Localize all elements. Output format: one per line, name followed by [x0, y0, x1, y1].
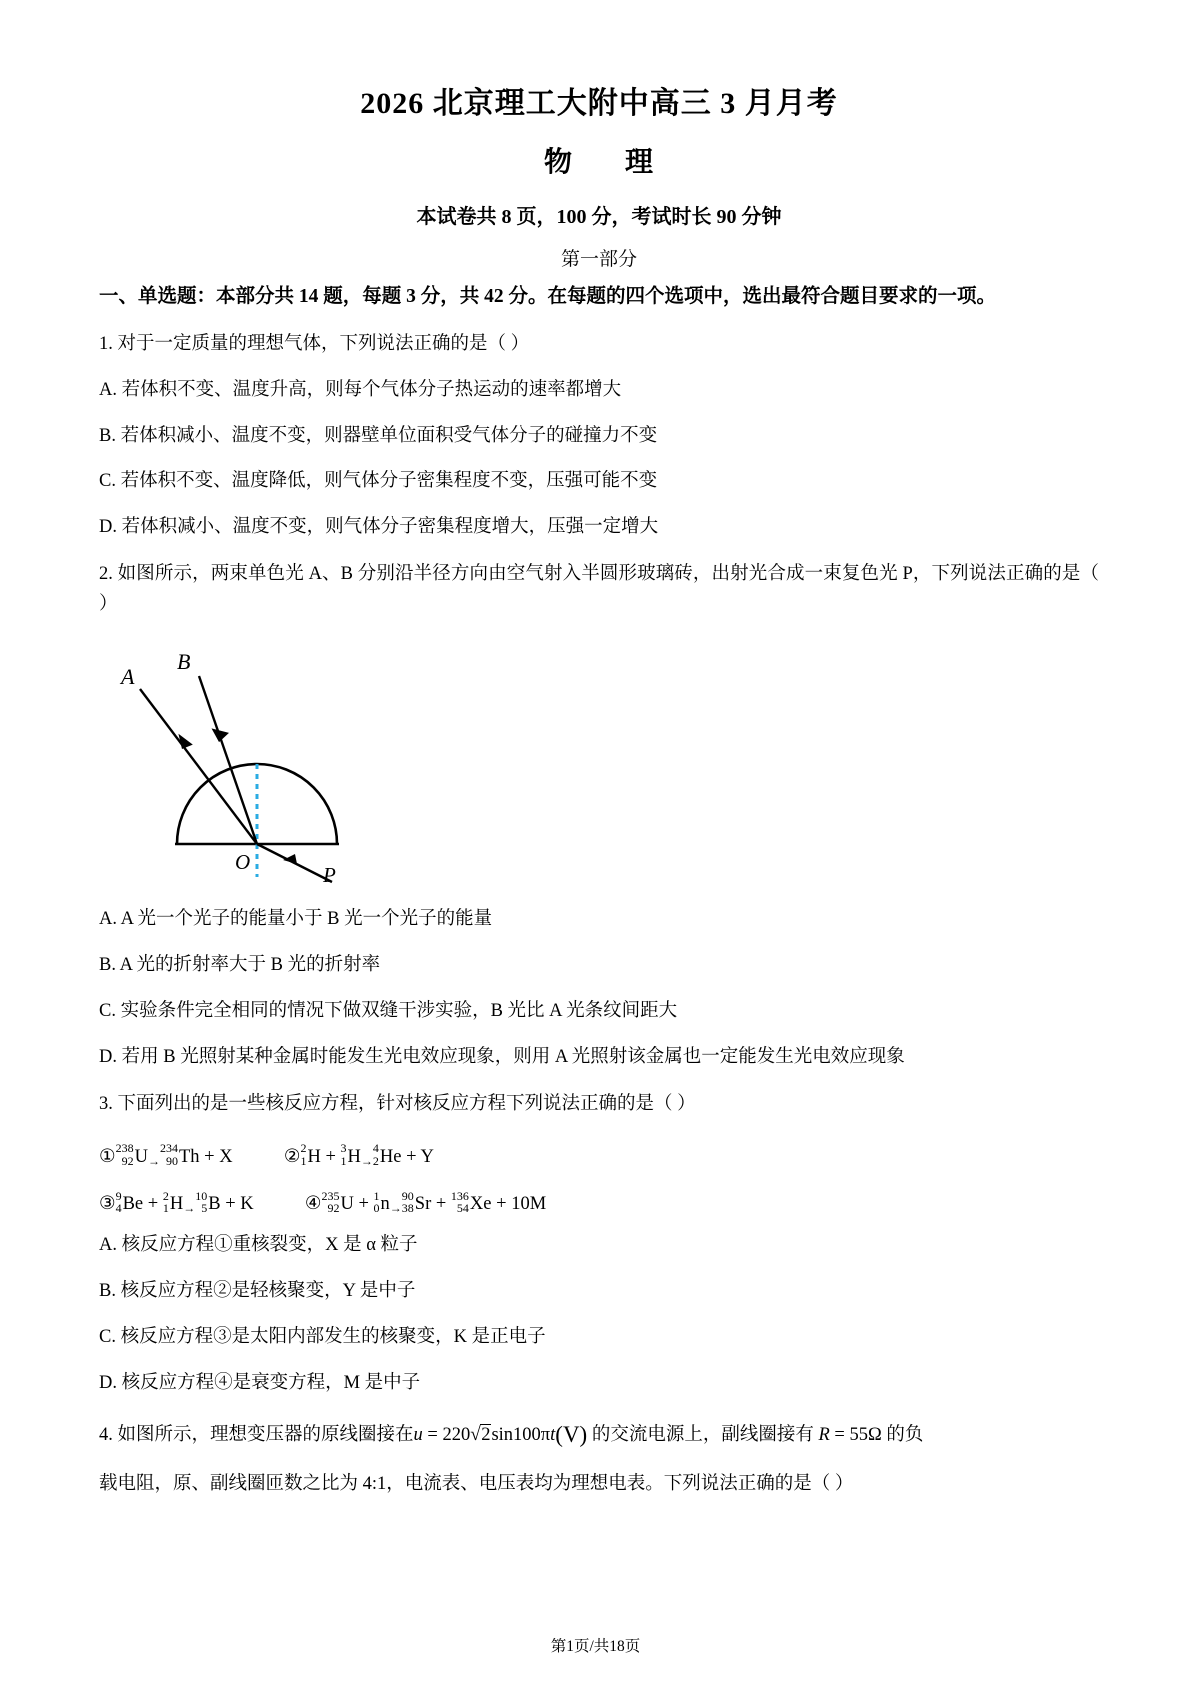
exam-meta: 本试卷共 8 页，100 分，考试时长 90 分钟 — [416, 206, 782, 228]
element-symbol: Be — [122, 1194, 144, 1214]
question-2-option-a: A. A 光一个光子的能量小于 B 光一个光子的能量 — [99, 909, 493, 930]
question-3-option-c: C. 核反应方程③是太阳内部发生的核聚变，K 是正电子 — [99, 1327, 546, 1348]
operator-plus: + — [143, 1194, 163, 1214]
atomic-number: 92 — [327, 1201, 340, 1216]
operator-plus: + — [320, 1146, 341, 1167]
nuclear-equation-1 — [99, 1141, 233, 1168]
reaction-arrow: → — [147, 1153, 160, 1168]
sqrt-radicand: 2 — [481, 1424, 491, 1445]
subject-char-left: 物 — [543, 147, 573, 178]
figure-label-a: A — [121, 664, 135, 690]
mass-number: 10 — [195, 1188, 208, 1203]
nuclear-equation-2 — [283, 1141, 434, 1168]
formula-sin-term: sin100π — [491, 1424, 551, 1445]
nuclide-indices — [373, 1142, 379, 1167]
mass-number: 2 — [300, 1141, 307, 1156]
question-2-option-d: D. 若用 B 光照射某种金属时能发生光电效应现象，则用 A 光照射该金属也一定能发生光电效应现象 — [99, 1047, 905, 1068]
element-symbol: B — [208, 1194, 221, 1214]
nuclide-indices — [195, 1190, 207, 1215]
formula-r-value: = 55Ω — [829, 1424, 882, 1445]
question-3-option-d: D. 核反应方程④是衰变方程，M 是中子 — [99, 1372, 421, 1393]
mass-number: 136 — [450, 1188, 469, 1203]
operator-plus: + — [353, 1194, 374, 1214]
nuclide-indices — [116, 1190, 122, 1215]
ray-p-arrowhead — [283, 854, 297, 864]
nuclide-indices — [341, 1142, 347, 1167]
sqrt-radical — [470, 1421, 491, 1451]
equation-id: ④ — [304, 1194, 322, 1214]
nuclide-indices — [451, 1190, 469, 1215]
question-1-option-b: B. 若体积减小、温度不变，则器壁单位面积受气体分子的碰撞力不变 — [99, 425, 658, 446]
nuclide-indices — [402, 1190, 414, 1215]
part-heading: 第一部分 — [560, 249, 637, 270]
atomic-number: 2 — [372, 1153, 379, 1168]
element-symbol: Xe — [469, 1194, 492, 1214]
subject-title — [99, 140, 1099, 180]
page-footer: 第1页/共18页 — [550, 1638, 641, 1655]
mass-number: 4 — [372, 1141, 379, 1156]
element-symbol: X — [219, 1146, 233, 1167]
element-symbol: n — [380, 1194, 390, 1214]
nuclide-indices — [300, 1142, 306, 1167]
question-2-stem: 2. 如图所示，两束单色光 A、B 分别沿半径方向由空气射入半圆形玻璃砖，出射光合成一束复色光 P，下列说法正确的是（ ） — [99, 564, 1099, 615]
nuclear-equation-3 — [99, 1188, 254, 1216]
figure-label-p: P — [323, 863, 336, 885]
element-symbol: Y — [420, 1146, 434, 1167]
question-4-text-post: 的负 — [881, 1424, 924, 1445]
atomic-number: 1 — [340, 1153, 347, 1168]
mass-number: 238 — [115, 1141, 134, 1156]
formula-var-t: t — [550, 1424, 556, 1445]
formula-var-r: R — [818, 1424, 830, 1445]
formula-unit-volt: (V) — [555, 1421, 588, 1447]
reaction-arrow: → — [360, 1153, 373, 1168]
nuclear-equation-4 — [304, 1188, 547, 1216]
operator-plus: + — [401, 1146, 421, 1167]
operator-plus: + — [431, 1194, 451, 1214]
atomic-number: 1 — [162, 1201, 169, 1216]
element-symbol: H — [169, 1194, 184, 1214]
mass-number: 9 — [115, 1188, 122, 1203]
nuclear-equation-row-1 — [99, 1142, 1099, 1167]
question-3-stem: 3. 下面列出的是一些核反应方程，针对核反应方程下列说法正确的是（ ） — [99, 1094, 696, 1115]
equation-id: ② — [283, 1146, 301, 1167]
element-symbol: Th — [178, 1146, 200, 1167]
section-heading: 一、单选题：本部分共 14 题，每题 3 分，共 42 分。在每题的四个选项中，选出最符合题目要求的一项。 — [99, 286, 997, 307]
element-symbol: H — [347, 1146, 361, 1167]
question-1-option-d: D. 若体积减小、温度不变，则气体分子密集程度增大，压强一定增大 — [99, 517, 659, 538]
formula-eq-220: = 220 — [422, 1424, 471, 1445]
reaction-arrow: → — [389, 1201, 402, 1216]
mass-number: 235 — [321, 1188, 340, 1203]
question-2-option-c: C. 实验条件完全相同的情况下做双缝干涉实验，B 光比 A 光条纹间距大 — [99, 1001, 678, 1022]
question-1-stem: 1. 对于一定质量的理想气体，下列说法正确的是（ ） — [99, 333, 530, 354]
reaction-arrow: → — [183, 1201, 196, 1216]
atomic-number: 0 — [373, 1201, 380, 1216]
atomic-number: 54 — [456, 1201, 469, 1216]
atomic-number: 1 — [300, 1153, 307, 1168]
question-4-formula-voltage — [413, 1421, 588, 1447]
nuclide-indices — [116, 1142, 134, 1167]
question-4-stem-line-2: 载电阻，原、副线圈匝数之比为 4:1，电流表、电压表均为理想电表。下列说法正确的是（ ） — [99, 1474, 854, 1495]
nuclear-equation-row-2 — [99, 1190, 1099, 1215]
mass-number: 90 — [401, 1188, 414, 1203]
mass-number: 1 — [373, 1188, 380, 1203]
question-1-option-c: C. 若体积不变、温度降低，则气体分子密集程度不变，压强可能不变 — [99, 471, 658, 492]
element-symbol: Sr — [414, 1194, 432, 1214]
semicircular-glass-brick-diagram — [107, 634, 407, 884]
atomic-number: 38 — [401, 1201, 414, 1216]
question-2-figure — [107, 634, 1099, 889]
question-2-option-b: B. A 光的折射率大于 B 光的折射率 — [99, 955, 381, 976]
atomic-number: 4 — [115, 1201, 122, 1216]
page-title: 2026 北京理工大附中高三 3 月月考 — [360, 87, 838, 120]
equation-id: ③ — [99, 1194, 116, 1214]
operator-plus: + — [199, 1146, 220, 1167]
formula-var-u: u — [413, 1424, 423, 1445]
mass-number: 2 — [162, 1188, 169, 1203]
element-symbol: K — [240, 1194, 254, 1214]
question-3-option-b: B. 核反应方程②是轻核聚变，Y 是中子 — [99, 1281, 416, 1302]
question-1-option-a: A. 若体积不变、温度升高，则每个气体分子热运动的速率都增大 — [99, 379, 622, 400]
question-3-option-a: A. 核反应方程①重核裂变，X 是 α 粒子 — [99, 1235, 418, 1256]
atomic-number: 92 — [121, 1153, 134, 1168]
element-symbol: U — [134, 1146, 148, 1167]
element-symbol: He — [379, 1146, 402, 1167]
element-symbol: 10M — [511, 1194, 547, 1214]
atomic-number: 5 — [201, 1201, 208, 1216]
nuclide-indices — [374, 1190, 380, 1215]
equation-id: ① — [99, 1146, 116, 1167]
question-4-formula-resistance — [818, 1425, 881, 1445]
element-symbol: H — [307, 1146, 321, 1167]
page-content — [99, 0, 1099, 1500]
incident-ray-b — [199, 676, 257, 844]
mass-number: 3 — [340, 1141, 347, 1156]
figure-label-o: O — [235, 850, 251, 875]
question-4-stem-line-1 — [99, 1416, 1099, 1453]
operator-plus: + — [220, 1194, 241, 1214]
question-4-text-mid: 的交流电源上，副线圈接有 — [587, 1424, 819, 1445]
atomic-number: 90 — [165, 1153, 178, 1168]
figure-label-b: B — [177, 649, 191, 675]
question-4-text-pre: 4. 如图所示，理想变压器的原线圈接在 — [99, 1424, 414, 1445]
operator-plus: + — [491, 1194, 512, 1214]
nuclide-indices — [163, 1190, 169, 1215]
nuclide-indices — [160, 1142, 178, 1167]
element-symbol: U — [340, 1194, 354, 1214]
subject-char-right: 理 — [625, 147, 655, 178]
ray-b-arrowhead — [209, 729, 229, 744]
mass-number: 234 — [159, 1141, 178, 1156]
nuclide-indices — [321, 1190, 339, 1215]
